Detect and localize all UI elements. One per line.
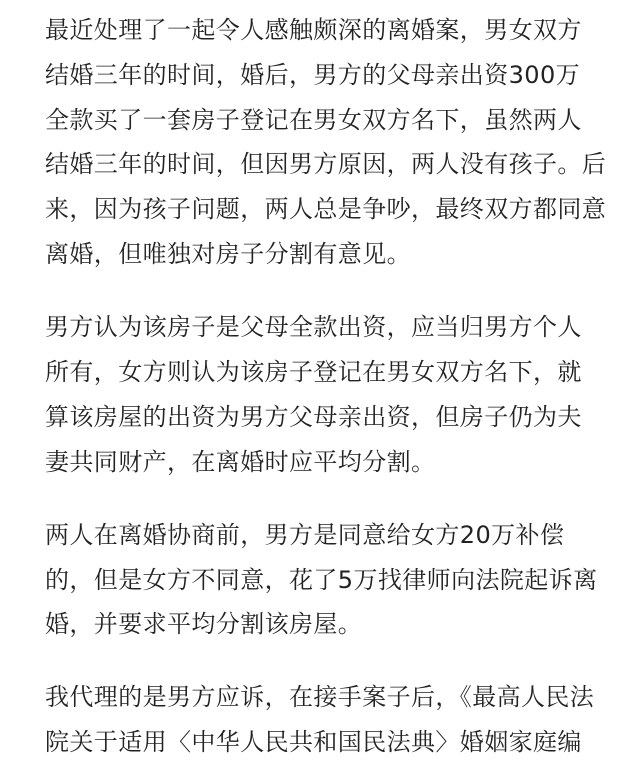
text-line: 院关于适用〈中华人民共和国民法典〉婚姻家庭编 xyxy=(45,728,582,756)
text-line: 算该房屋的出资为男方父母亲出资，但房子仍为夫 xyxy=(45,403,582,431)
text-line: 最近处理了一起令人感触颇深的离婚案，男女双方 xyxy=(45,16,582,44)
text-line: 的，但是女方不同意，花了5万找律师向法院起诉离 xyxy=(45,566,598,594)
text-line: 我代理的是男方应诉，在接手案子后，《最高人民法 xyxy=(45,683,595,711)
text-line: 结婚三年的时间，婚后，男方的父母亲出资300万 xyxy=(45,61,581,89)
text-line: 结婚三年的时间，但因男方原因，两人没有孩子。后 xyxy=(45,150,607,178)
text-line: 全款买了一套房子登记在男女双方名下，虽然两人 xyxy=(45,106,582,134)
text-line: 来，因为孩子问题，两人总是争吵，最终双方都同意 xyxy=(45,195,607,223)
text-line: 婚，并要求平均分割该房屋。 xyxy=(45,610,363,638)
text-line: 所有，女方则认为该房子登记在男女双方名下，就 xyxy=(45,358,582,386)
text-line: 男方认为该房子是父母全款出资，应当归男方个人 xyxy=(45,313,582,341)
text-line: 两人在离婚协商前，男方是同意给女方20万补偿 xyxy=(45,521,565,549)
text-line: 离婚，但唯独对房子分割有意见。 xyxy=(45,240,411,268)
text-line: 妻共同财产，在离婚时应平均分割。 xyxy=(45,448,436,476)
